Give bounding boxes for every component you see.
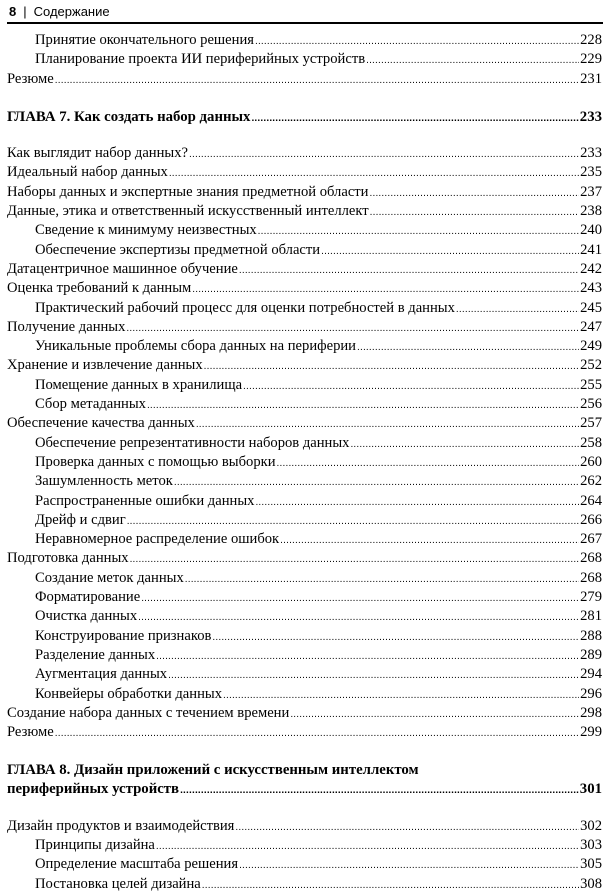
- toc-entry-title: Хранение и извлечение данных: [7, 357, 203, 374]
- dot-leader: [277, 458, 580, 469]
- toc-entry-title: Постановка целей дизайна: [35, 875, 201, 892]
- page-number: 8: [9, 4, 17, 19]
- toc-entry-title: Оценка требований к данным: [7, 280, 192, 297]
- toc-entry-title: Создание набора данных с течением времени: [7, 704, 290, 721]
- toc-entry[interactable]: [7, 300, 602, 319]
- toc-entry-page: 237: [580, 183, 602, 200]
- toc-entry-page: 260: [580, 453, 602, 470]
- toc-entry[interactable]: [7, 473, 602, 492]
- toc-entry[interactable]: [7, 531, 602, 550]
- toc-entry-page: 231: [580, 70, 602, 87]
- toc-entry[interactable]: [7, 589, 602, 608]
- chapter-8-heading[interactable]: [7, 781, 602, 800]
- chapter-7-heading[interactable]: [7, 109, 602, 128]
- dot-leader: [239, 265, 579, 276]
- toc-entry[interactable]: [7, 280, 602, 299]
- dot-leader: [370, 188, 580, 199]
- toc-entry-page: 247: [580, 318, 602, 335]
- toc-entry-page: 257: [580, 415, 602, 432]
- toc-entry-title: Обеспечение экспертизы предметной области: [35, 241, 321, 258]
- toc-entry-title: Дрейф и сдвиг: [35, 511, 126, 528]
- toc-entry-title: Сведение к минимуму неизвестных: [35, 222, 257, 239]
- toc-entry-title: Данные, этика и ответственный искусственный интеллект: [7, 203, 369, 220]
- page-header: [9, 2, 601, 22]
- header-rule: [7, 22, 603, 24]
- toc-entry-page: 288: [580, 627, 602, 644]
- toc-entry-title: Обеспечение качества данных: [7, 415, 195, 432]
- toc-entry-title: Неравномерное распределение ошибок: [35, 531, 280, 548]
- toc-entry[interactable]: [7, 32, 602, 51]
- toc-entry[interactable]: [7, 319, 602, 338]
- toc-entry-title: Датацентричное машинное обучение: [7, 260, 238, 277]
- dot-leader: [255, 36, 579, 47]
- toc-entry[interactable]: [7, 51, 602, 70]
- toc-entry-page: 267: [580, 531, 602, 548]
- toc-entry[interactable]: [7, 856, 602, 875]
- toc-entry-title: Принятие окончательного решения: [35, 32, 254, 48]
- toc-entry-page: 308: [580, 875, 602, 892]
- toc-entry-page: 303: [580, 836, 602, 853]
- toc-entry[interactable]: [7, 570, 602, 589]
- toc-entry[interactable]: [7, 876, 602, 895]
- toc-entry[interactable]: [7, 724, 602, 743]
- toc-entry-page: 233: [580, 145, 602, 162]
- toc-entry-title: Помещение данных в хранилища: [35, 376, 243, 393]
- toc-entry-page: 289: [580, 646, 602, 663]
- toc-entry[interactable]: [7, 338, 602, 357]
- toc-entry[interactable]: [7, 435, 602, 454]
- section-gap: [7, 743, 602, 762]
- toc-entry-page: 240: [580, 222, 602, 239]
- dot-leader: [174, 477, 579, 488]
- dot-leader: [138, 612, 579, 623]
- toc-entry-page: 281: [580, 608, 602, 625]
- toc-entry-title: Подготовка данных: [7, 550, 129, 567]
- toc-entry[interactable]: [7, 357, 602, 376]
- toc-entry-page: 264: [580, 492, 602, 509]
- toc-entry-title: Определение масштаба решения: [35, 856, 239, 873]
- toc-chapter-8-entries: [7, 818, 602, 895]
- toc-entry-page: 256: [580, 396, 602, 413]
- toc-entry[interactable]: [7, 705, 602, 724]
- toc-entry-title: Разделение данных: [35, 646, 156, 663]
- dot-leader: [223, 690, 579, 701]
- toc-entry-page: 229: [580, 51, 602, 68]
- toc-entry-page: 298: [580, 704, 602, 721]
- toc-entry-title: Уникальные проблемы сбора данных на периферии: [35, 338, 356, 355]
- toc-entry-page: 252: [580, 357, 602, 374]
- dot-leader: [357, 342, 579, 353]
- toc-entry-page: 238: [580, 203, 602, 220]
- dot-leader: [141, 593, 579, 604]
- toc-entry[interactable]: [7, 512, 602, 531]
- dot-leader: [126, 323, 579, 334]
- toc-entry-title: Наборы данных и экспертные знания предметной области: [7, 183, 369, 200]
- toc-entry[interactable]: [7, 396, 602, 415]
- dot-leader: [168, 670, 579, 681]
- dot-leader: [243, 381, 579, 392]
- toc-entry-title: Планирование проекта ИИ периферийных устройств: [35, 51, 366, 68]
- dot-leader: [280, 535, 579, 546]
- dot-leader: [350, 439, 579, 450]
- toc-entry[interactable]: [7, 242, 602, 261]
- chapter-8-heading-line1[interactable]: ГЛАВА 8. Дизайн приложений с искусственным интеллектом: [7, 762, 419, 779]
- dot-leader: [255, 497, 579, 508]
- toc-entry[interactable]: [7, 145, 602, 164]
- dot-leader: [55, 728, 579, 739]
- toc-entry[interactable]: [7, 164, 602, 183]
- dot-leader: [127, 516, 579, 527]
- toc-entry[interactable]: [7, 647, 602, 666]
- toc-entry-page: 241: [580, 241, 602, 258]
- dot-leader: [189, 149, 579, 160]
- toc-entry-title: Очистка данных: [35, 608, 138, 625]
- toc-entry-title: Идеальный набор данных: [7, 164, 168, 181]
- toc-chapter-7-entries: [7, 145, 602, 743]
- toc-entry-title: Резюме: [7, 70, 54, 87]
- section-gap: [7, 128, 602, 145]
- chapter-title: периферийных устройств: [7, 781, 180, 798]
- toc-entry[interactable]: [7, 666, 602, 685]
- chapter-page: 301: [579, 781, 602, 798]
- dot-leader: [192, 284, 579, 295]
- toc-entry-title: Резюме: [7, 724, 54, 741]
- toc-entry-title: Форматирование: [35, 589, 141, 606]
- toc-entry-page: 242: [580, 260, 602, 277]
- toc-entry[interactable]: [7, 184, 602, 203]
- dot-leader: [185, 574, 579, 585]
- dot-leader: [204, 361, 579, 372]
- toc-entry[interactable]: [7, 261, 602, 280]
- dot-leader: [147, 400, 579, 411]
- toc-entry-page: 245: [580, 299, 602, 316]
- toc-entry-title: Сбор метаданных: [35, 396, 146, 413]
- toc-entry[interactable]: [7, 222, 602, 241]
- toc-entry-page: 262: [580, 473, 602, 490]
- section-gap: [7, 90, 602, 109]
- dot-leader: [251, 113, 578, 124]
- toc-entry[interactable]: [7, 628, 602, 647]
- toc-entry[interactable]: [7, 493, 602, 512]
- toc-entry-page: 235: [580, 164, 602, 181]
- toc-entry-title: Конструирование признаков: [35, 627, 212, 644]
- dot-leader: [258, 226, 579, 237]
- dot-leader: [321, 246, 579, 257]
- toc-entry-title: Практический рабочий процесс для оценки потребностей в данных: [35, 299, 455, 316]
- section-gap: [7, 801, 602, 818]
- toc-entry-title: Как выглядит набор данных?: [7, 145, 189, 162]
- dot-leader: [196, 419, 579, 430]
- toc-entry-page: 296: [580, 685, 602, 702]
- dot-leader: [202, 880, 579, 891]
- toc-entry-page: 268: [580, 569, 602, 586]
- toc-entry-title: Получение данных: [7, 318, 126, 335]
- toc-entry[interactable]: [7, 71, 602, 90]
- toc-entry-page: 279: [580, 589, 602, 606]
- dot-leader: [156, 651, 579, 662]
- toc-entry-page: 266: [580, 511, 602, 528]
- toc-entry-title: Проверка данных с помощью выборки: [35, 453, 276, 470]
- dot-leader: [456, 304, 579, 315]
- toc-entry-title: Создание меток данных: [35, 569, 184, 586]
- toc-entry-page: 305: [580, 856, 602, 873]
- toc-entry-page: 299: [580, 724, 602, 741]
- toc-entry-title: Зашумленность меток: [35, 473, 173, 490]
- dot-leader: [212, 632, 579, 643]
- toc-entry[interactable]: [7, 550, 602, 569]
- chapter-title: ГЛАВА 7. Как создать набор данных: [7, 108, 251, 125]
- toc-entry[interactable]: [7, 608, 602, 627]
- toc-entry-title: Аугментация данных: [35, 666, 168, 683]
- dot-leader: [370, 207, 579, 218]
- toc-entry[interactable]: [7, 454, 602, 473]
- toc-entry-page: 258: [580, 434, 602, 451]
- dot-leader: [239, 860, 579, 871]
- toc-entry-title: Конвейеры обработки данных: [35, 685, 223, 702]
- toc-entry-page: 294: [580, 666, 602, 683]
- toc-entry-page: 243: [580, 280, 602, 297]
- toc-entry[interactable]: [7, 837, 602, 856]
- dot-leader: [169, 168, 579, 179]
- header-separator: |: [23, 4, 27, 19]
- dot-leader: [290, 709, 579, 720]
- chapter-page: 233: [579, 108, 602, 125]
- toc-entry[interactable]: [7, 415, 602, 434]
- toc-entry-page: 228: [580, 32, 602, 48]
- toc-entry[interactable]: [7, 686, 602, 705]
- dot-leader: [180, 785, 579, 796]
- toc-entry-page: 302: [580, 817, 602, 834]
- toc-entry[interactable]: [7, 818, 602, 837]
- toc-entry[interactable]: [7, 377, 602, 396]
- toc-top-entries: [7, 32, 602, 90]
- toc-entry-page: 255: [580, 376, 602, 393]
- toc-entry-page: 268: [580, 550, 602, 567]
- dot-leader: [366, 55, 579, 66]
- toc-entry-title: Дизайн продуктов и взаимодействия: [7, 817, 235, 834]
- header-title: Содержание: [33, 4, 110, 19]
- dot-leader: [55, 75, 579, 86]
- table-of-contents: [7, 32, 602, 895]
- toc-entry-title: Обеспечение репрезентативности наборов данных: [35, 434, 350, 451]
- toc-entry-page: 249: [580, 338, 602, 355]
- dot-leader: [130, 554, 580, 565]
- toc-entry-title: Принципы дизайна: [35, 836, 155, 853]
- toc-entry[interactable]: [7, 203, 602, 222]
- dot-leader: [156, 841, 579, 852]
- toc-entry-title: Распространенные ошибки данных: [35, 492, 255, 509]
- dot-leader: [235, 822, 579, 833]
